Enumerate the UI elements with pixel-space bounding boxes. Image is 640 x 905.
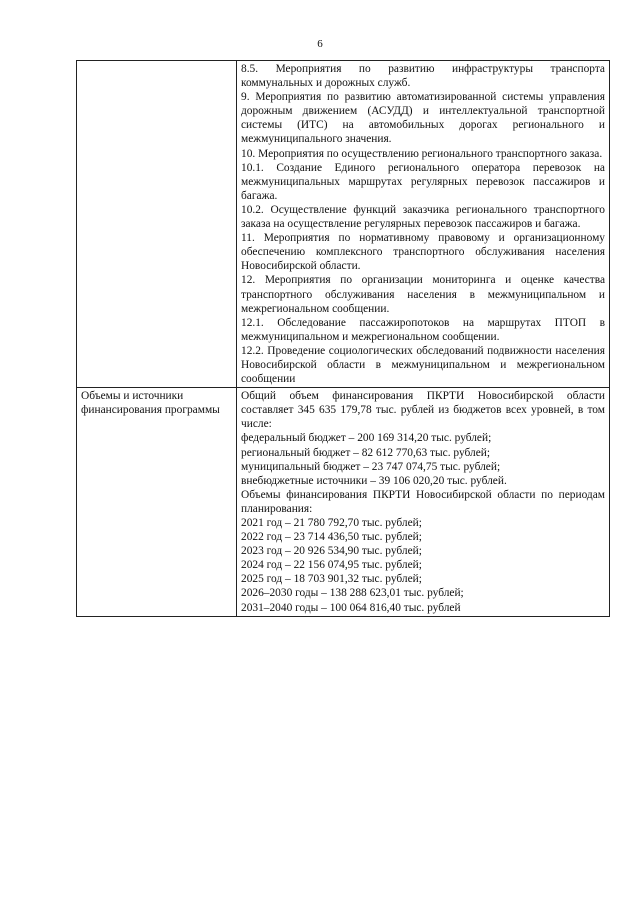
measure-item: 9. Мероприятия по развитию автоматизированной системы управления дорожным движением (АСУДД) и интеллектуальной транспортной системы (ИТС) на автомобильных дорогах регионального и межмуниципального значения. [241, 91, 605, 146]
row-label-cell [77, 61, 237, 388]
measure-item: 12. Мероприятия по организации мониторинга и оценке качества транспортного обслуживания населения в межмуниципальном и межрегиональном сообщении. [241, 274, 605, 315]
period-line: 2023 год – 20 926 534,90 тыс. рублей; [241, 545, 422, 558]
period-line: 2022 год – 23 714 436,50 тыс. рублей; [241, 531, 422, 544]
table-row [77, 388, 610, 617]
period-line: 2021 год – 21 780 792,70 тыс. рублей; [241, 517, 422, 529]
row-label-cell [77, 388, 237, 617]
periods-intro: Объемы финансирования ПКРТИ Новосибирской области по периодам планирования: [241, 488, 605, 515]
measure-item: 12.1. Обследование пассажиропотоков на маршрутах ПТОП в межмуниципальном и межрегиональном сообщении. [241, 316, 605, 343]
measure-item: 8.5. Мероприятия по развитию инфраструктуры транспорта коммунальных и дорожных служб. [241, 63, 605, 90]
measure-item: 10. Мероприятия по осуществлению регионального транспортного заказа. [241, 147, 603, 160]
measure-item: 10.1. Создание Единого регионального оператора перевозок на межмуниципальных маршрутах регулярных перевозок пассажиров и багажа. [241, 161, 605, 202]
source-line: внебюджетные источники – 39 106 020,20 тыс. рублей. [241, 474, 507, 487]
measures-cell [237, 61, 610, 388]
measure-item: 10.2. Осуществление функций заказчика регионального транспортного заказа на осуществление регулярных перевозок пассажиров и багажа. [241, 203, 605, 231]
source-line: региональный бюджет – 82 612 770,63 тыс. рублей; [241, 446, 491, 459]
period-line: 2026–2030 годы – 138 288 623,01 тыс. рублей; [241, 587, 464, 600]
period-line: 2025 год – 18 703 901,32 тыс. рублей; [241, 573, 422, 586]
financing-total: Общий объем финансирования ПКРТИ Новосибирской области составляет 345 635 179,78 тыс. рублей из бюджетов всех уровней, в том числе: [241, 390, 605, 431]
measure-item: 11. Мероприятия по нормативному правовому и организационному обеспечению комплексного транспортного обслуживания населения Новосибирской области. [241, 232, 605, 273]
source-line: муниципальный бюджет – 23 747 074,75 тыс. рублей; [241, 460, 501, 473]
program-passport-table [76, 60, 610, 617]
page-number: 6 [317, 38, 323, 50]
period-line: 2024 год – 22 156 074,95 тыс. рублей; [241, 559, 422, 572]
period-line: 2031–2040 годы – 100 064 816,40 тыс. рублей [241, 601, 461, 614]
financing-label: Объемы и источники финансирования программы [81, 390, 220, 417]
financing-cell [237, 388, 610, 617]
source-line: федеральный бюджет – 200 169 314,20 тыс. рублей; [241, 432, 492, 445]
measure-item: 12.2. Проведение социологических обследований подвижности населения Новосибирской области в межмуниципальном и межрегиональном сообщении [241, 344, 605, 386]
table-row [77, 61, 610, 388]
